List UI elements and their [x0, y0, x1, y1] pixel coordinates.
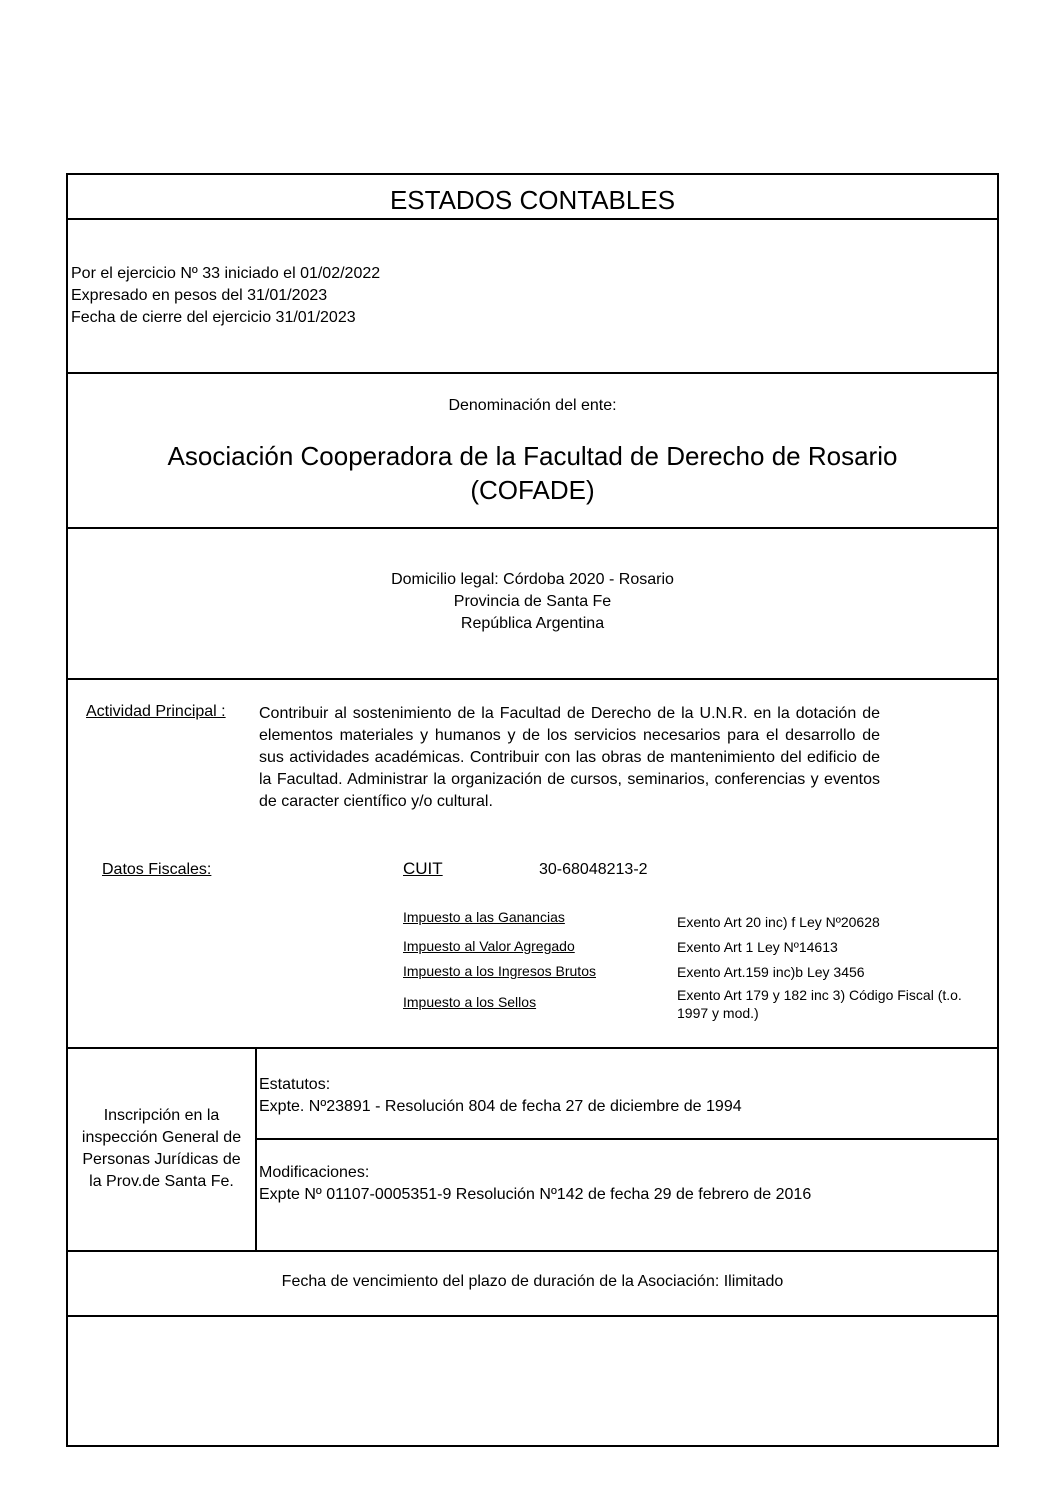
divider — [68, 1315, 997, 1317]
divider — [257, 1138, 997, 1140]
divider — [68, 678, 997, 680]
tax-name: Impuesto al Valor Agregado — [403, 938, 575, 954]
tax-name: Impuesto a los Sellos — [403, 994, 537, 1010]
divider — [68, 527, 997, 529]
domicilio-line: Domicilio legal: Córdoba 2020 - Rosario — [391, 571, 674, 588]
ejercicio-line: Por el ejercicio Nº 33 iniciado el 01/02/2022 — [71, 265, 381, 282]
tax-value: Exento Art.159 inc)b Ley 3456 — [677, 964, 865, 980]
divider — [68, 1250, 997, 1252]
ente-name — [68, 439, 997, 507]
ejercicio-line: Fecha de cierre del ejercicio 31/01/2023 — [71, 309, 356, 326]
ejercicio-line: Expresado en pesos del 31/01/2023 — [71, 287, 328, 304]
modificaciones-text: Expte Nº 01107-0005351-9 Resolución Nº142 de fecha 29 de febrero de 2016 — [259, 1186, 812, 1203]
actividad-text: Contribuir al sostenimiento de la Facultad de Derecho de la U.N.R. en la dotación de elementos materiales y humanos y de los servicios necesarios para el desarrollo de sus actividades académicas. Contribuir con las obras de mantenimiento del edificio de la Facultad. Administrar la organización de cursos, seminarios, conferencias y eventos de caracter científico y/o cultural. — [259, 705, 880, 810]
tax-value: Exento Art 1 Ley Nº14613 — [677, 939, 838, 955]
ente-name-line: Asociación Cooperadora de la Facultad de Derecho de Rosario — [167, 441, 898, 471]
inscripcion-label-line: inspección General de — [81, 1129, 242, 1146]
tax-value: Exento Art 179 y 182 inc 3) Código Fiscal (t.o. 1997 y mod.) — [677, 987, 962, 1021]
divider — [68, 218, 997, 220]
cuit-label: CUIT — [403, 859, 443, 878]
ente-name-line: (COFADE) — [470, 475, 595, 505]
modificaciones-block — [259, 1162, 811, 1206]
vertical-divider — [255, 1049, 257, 1252]
document-frame — [66, 173, 999, 1447]
page-title: ESTADOS CONTABLES — [389, 185, 676, 215]
cuit-value: 30-68048213-2 — [539, 861, 648, 878]
domicilio-block — [68, 569, 997, 635]
divider — [68, 372, 997, 374]
domicilio-line: República Argentina — [460, 615, 605, 632]
actividad-label: Actividad Principal : — [86, 703, 226, 720]
vencimiento-text: Fecha de vencimiento del plazo de duración de la Asociación: Ilimitado — [281, 1273, 784, 1290]
tax-name: Impuesto a los Ingresos Brutos — [403, 963, 596, 979]
inscripcion-label-line: la Prov.de Santa Fe. — [89, 1173, 234, 1190]
estatutos-text: Expte. Nº23891 - Resolución 804 de fecha 27 de diciembre de 1994 — [259, 1098, 742, 1115]
estatutos-label: Estatutos: — [259, 1076, 331, 1093]
inscripcion-label-line: Personas Jurídicas de — [82, 1151, 241, 1168]
tax-name: Impuesto a las Ganancias — [403, 909, 565, 925]
domicilio-line: Provincia de Santa Fe — [453, 593, 612, 610]
inscripcion-label — [68, 1105, 255, 1193]
ejercicio-block — [71, 263, 380, 329]
inscripcion-label-line: Inscripción en la — [103, 1107, 220, 1124]
fiscales-label: Datos Fiscales: — [102, 861, 212, 878]
ente-label: Denominación del ente: — [448, 397, 617, 414]
modificaciones-label: Modificaciones: — [259, 1164, 370, 1181]
estatutos-block — [259, 1074, 742, 1118]
divider — [68, 1047, 997, 1049]
tax-value: Exento Art 20 inc) f Ley Nº20628 — [677, 914, 880, 930]
